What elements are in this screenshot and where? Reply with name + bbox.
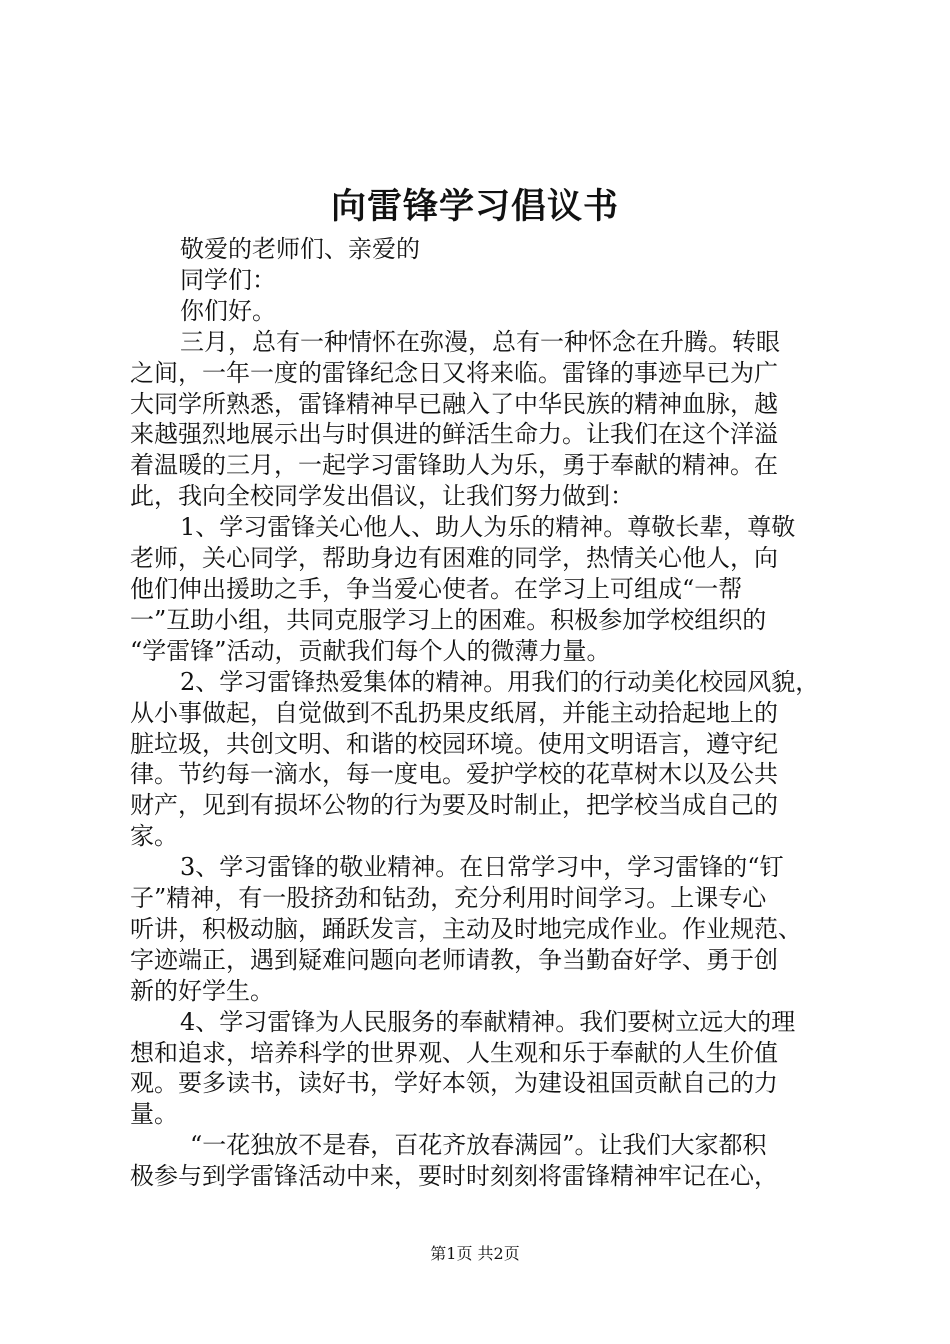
paragraph-line: 此，我向全校同学发出倡议，让我们努力做到：	[130, 482, 634, 511]
paragraph-line: 财产，见到有损坏公物的行为要及时制止，把学校当成自己的	[130, 791, 778, 820]
paragraph-line: “学雷锋”活动，贡献我们每个人的微薄力量。	[130, 636, 611, 665]
paragraph-line: 一”互助小组，共同克服学习上的困难。积极参加学校组织的	[130, 605, 767, 634]
paragraph-line: 子”精神，有一股挤劲和钻劲，充分利用时间学习。上课专心	[130, 884, 767, 913]
paragraph-line: 3、学习雷锋的敬业精神。在日常学习中，学习雷锋的“钉	[180, 853, 784, 882]
paragraph-line: 2、学习雷锋热爱集体的精神。用我们的行动美化校园风貌，	[180, 667, 820, 696]
paragraph-line: 想和追求，培养科学的世界观、人生观和乐于奉献的人生价值	[130, 1038, 778, 1067]
paragraph-line: “一花独放不是春，百花齐放春满园”。让我们大家都积	[190, 1131, 767, 1160]
paragraph-line: 家。	[130, 822, 178, 851]
paragraph-line: 听讲，积极动脑，踊跃发言，主动及时地完成作业。作业规范、	[130, 914, 802, 943]
paragraph-line: 大同学所熟悉，雷锋精神早已融入了中华民族的精神血脉，越	[130, 389, 778, 418]
salutation-line: 敬爱的老师们、亲爱的	[180, 235, 420, 263]
paragraph-line: 字迹端正，遇到疑难问题向老师请教，争当勤奋好学、勇于创	[130, 945, 778, 974]
greeting-line: 你们好。	[180, 296, 276, 325]
paragraph-line: 来越强烈地展示出与时俱进的鲜活生命力。让我们在这个洋溢	[130, 420, 778, 449]
paragraph-line: 新的好学生。	[130, 976, 274, 1005]
paragraph-line: 量。	[130, 1100, 178, 1129]
paragraph-line: 4、学习雷锋为人民服务的奉献精神。我们要树立远大的理	[180, 1007, 796, 1036]
paragraph-line: 他们伸出援助之手，争当爱心使者。在学习上可组成“一帮	[130, 574, 743, 603]
document-body	[130, 234, 830, 1192]
paragraph-line: 老师，关心同学，帮助身边有困难的同学，热情关心他人，向	[130, 544, 778, 573]
paragraph-line: 极参与到学雷锋活动中来，要时时刻刻将雷锋精神牢记在心，	[130, 1162, 778, 1191]
paragraph-line: 脏垃圾，共创文明、和谐的校园环境。使用文明语言，遵守纪	[130, 729, 778, 758]
paragraph-line: 之间，一年一度的雷锋纪念日又将来临。雷锋的事迹早已为广	[130, 358, 778, 387]
document-title: 向雷锋学习倡议书	[330, 186, 619, 227]
paragraph-line: 律。节约每一滴水，每一度电。爱护学校的花草树木以及公共	[130, 760, 778, 789]
salutation-line: 同学们：	[180, 265, 276, 294]
paragraph-line: 1、学习雷锋关心他人、助人为乐的精神。尊敬长辈，尊敬	[180, 513, 796, 542]
paragraph-line: 观。要多读书，读好书，学好本领，为建设祖国贡献自己的力	[130, 1069, 778, 1098]
paragraph-line: 三月，总有一种情怀在弥漫，总有一种怀念在升腾。转眼	[180, 327, 780, 356]
paragraph-line: 从小事做起，自觉做到不乱扔果皮纸屑，并能主动拾起地上的	[130, 698, 778, 727]
paragraph-line: 着温暖的三月，一起学习雷锋助人为乐，勇于奉献的精神。在	[130, 451, 778, 480]
page-footer: 第1页 共2页	[430, 1244, 520, 1263]
